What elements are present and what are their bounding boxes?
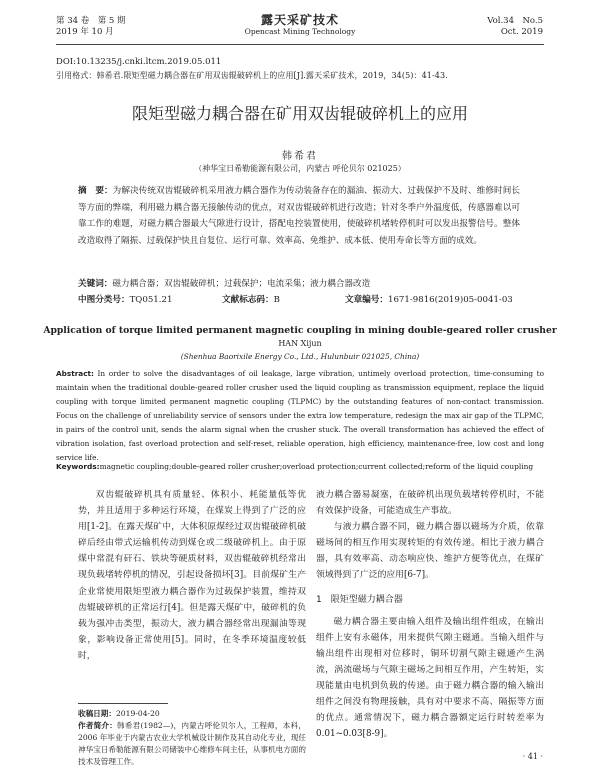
doc-code-value: B [273,295,280,305]
abstract-en-label: Abstract: [56,369,94,378]
issue-date-en: Oct. 2019 [500,27,543,37]
header-divider [56,44,544,45]
keywords-cn-label: 关键词： [78,279,113,289]
body-paragraph: 双齿辊破碎机具有质量轻、体积小、耗能量低等优势，并且适用于多种运行环境，在煤炭上得到了广泛的应用[1-2]。在露天煤矿中，大体积原煤经过双齿辊破碎机破碎后经由带式运输机传动到煤仓或二级破碎机上。由于原煤中常混有矸石、铁块等硬质材料，双齿辊破碎机经常出现负载堵转停机的情况，引起设备损坏[3]。目前煤矿生产企业常使用限矩型液力耦合器作为过载保护装置，维持双齿辊破碎机的正常运行[4]。但是露天煤矿中，破碎机的负载为强冲击类型，振动大，液力耦合器经常出现漏油等现象，影响设备正常使用[5]。同时，在冬季环境温度较低时， [78,490,306,661]
volume-issue-cn: 第 34 卷 第 5 期 [56,16,126,26]
doc-code-label: 文献标志码： [222,295,274,305]
journal-name-cn: 露天采矿技术 [260,13,339,27]
footnote [78,708,306,768]
abstract-cn [78,183,520,249]
running-header-left [56,16,126,38]
keywords-en [56,462,544,471]
article-number-value: 1671-9816(2019)05-0041-03 [387,295,513,305]
volume-issue-en: Vol.34 No.5 [487,16,543,26]
article-title-en: Application of torque limited permanent magnetic coupling in mining double-geared roller crusher [43,325,557,336]
section-heading: 1 限矩型磁力耦合器 [316,594,403,605]
doi-line: DOI:10.13235/j.cnki.ltcm.2019.05.011 [56,57,222,67]
abstract-cn-label: 摘 要： [78,186,113,196]
body-paragraph: 与液力耦合器不同，磁力耦合器以磁场为介质，依靠磁场间的相互作用实现转矩的有效传递。相比于液力耦合器，具有效率高、动态响应快、维护方便等优点，在煤矿领域得到了广泛的应用[6-7]。 [316,522,544,581]
author-bio-text: 韩希君(1982—)，内蒙古呼伦贝尔人，工程师，本科，2006 年毕业于内蒙古农业大学机械设计制作及其自动化专业，现任神华宝日希勒能源有限公司储装中心维修车间主任，从事机电方面的技术及管理工作。 [78,721,306,766]
journal-name-en: Opencast Mining Technology [244,27,356,36]
keywords-en-text: magnetic coupling;double-geared roller crusher;overload protection;current collected;reform of the liquid coupling [99,462,534,471]
body-paragraph: 液力耦合器易凝塞，在破碎机出现负载堵转停机时，不能有效保护设备，可能造成生产事故。 [316,490,544,517]
footnote-divider [78,703,168,704]
author-bio-label: 作者简介： [78,721,118,730]
author-bio [78,720,306,768]
received-label: 收稿日期： [78,709,116,718]
author-name-cn: 韩希君 [282,151,318,162]
running-header-right [487,16,543,38]
clc-number [78,293,172,305]
abstract-en-text: In order to solve the disadvantages of oil leakage, large vibration, untimely overload protection, time-consuming to maintain when the traditional double-geared roller crusher used the liquid coupling as transmission equipment, replace the liquid coupling with torque limited permanent magnetic coupling (TLPMC) by the outstanding features of non-contact transmission. Focus on the challenge of unreliability service of sensors under the extra low temperature, redesign the max air gap of the TLPMC, in pairs of the control unit, sends the alarm signal when the crusher stuck. The overall transformation has achieved the effect of vibration isolation, fast overload protection and self-reset, reliable operation, high efficiency, maintenance-free, low cost and long service life. [56,369,544,462]
keywords-cn [78,277,520,289]
received-date [78,708,306,720]
journal-masthead [200,13,400,37]
clc-label: 中图分类号： [78,295,130,305]
issue-date-cn: 2019 年 10 月 [56,27,114,37]
clc-value: TQ051.21 [129,295,173,305]
affiliation-en: (Shenhua Baorixile Energy Co., Ltd., Hulunbuir 021025, China) [180,352,420,361]
article-title-cn: 限矩型磁力耦合器在矿用双齿辊破碎机上的应用 [131,104,468,123]
keywords-en-label: Keywords: [56,462,100,471]
citation-format: 引用格式：韩希君.限矩型磁力耦合器在矿用双齿辊破碎机上的应用[J].露天采矿技术，2019，34(5)：41-43. [56,71,448,80]
article-number-label: 文章编号： [345,295,388,305]
abstract-cn-text: 为解决传统双齿辊破碎机采用液力耦合器作为传动装备存在的漏油、振动大、过载保护不及时、维修时间长等方面的弊端，利用磁力耦合器无接触传动的优点，对双齿辊破碎机进行改造；针对冬季户外温度低，传感器难以可靠工作的难题，对磁力耦合器最大气隙进行设计，搭配电控装置使用，使破碎机堵转停机时可以发出报警信号。整体改造取得了隔振、过载保护快且自复位、运行可靠、效率高、免维护、成本低、使用寿命长等方面的成效。 [78,186,520,246]
body-column-right [316,487,544,742]
keywords-cn-text: 磁力耦合器；双齿辊破碎机；过载保护；电流采集；液力耦合器改造 [112,279,371,289]
author-name-en: HAN Xijun [278,339,322,348]
page-number: · 41 · [522,752,543,761]
affiliation-cn: （神华宝日希勒能源有限公司，内蒙古 呼伦贝尔 021025） [194,164,406,173]
received-value: 2019-04-20 [115,709,160,718]
article-number [345,293,513,305]
body-column-left [78,487,306,664]
abstract-en [56,367,544,465]
body-paragraph: 磁力耦合器主要由输入组件及输出组件组成，在输出组件上安有永磁体，用来提供气隙主磁通。当输入组件与输出组件出现相对位移时，铜环切割气隙主磁通产生涡流，涡流磁场与气隙主磁场之间相互作用，产生转矩，实现能量由电机到负载的传递。由于磁力耦合器的输入输出组件之间没有物理接触，具有对中要求不高、隔振等方面的优点。通常情况下，磁力耦合器额定运行时转差率为 0.01~0.03[8-9]。 [316,616,544,740]
document-code [222,293,280,305]
